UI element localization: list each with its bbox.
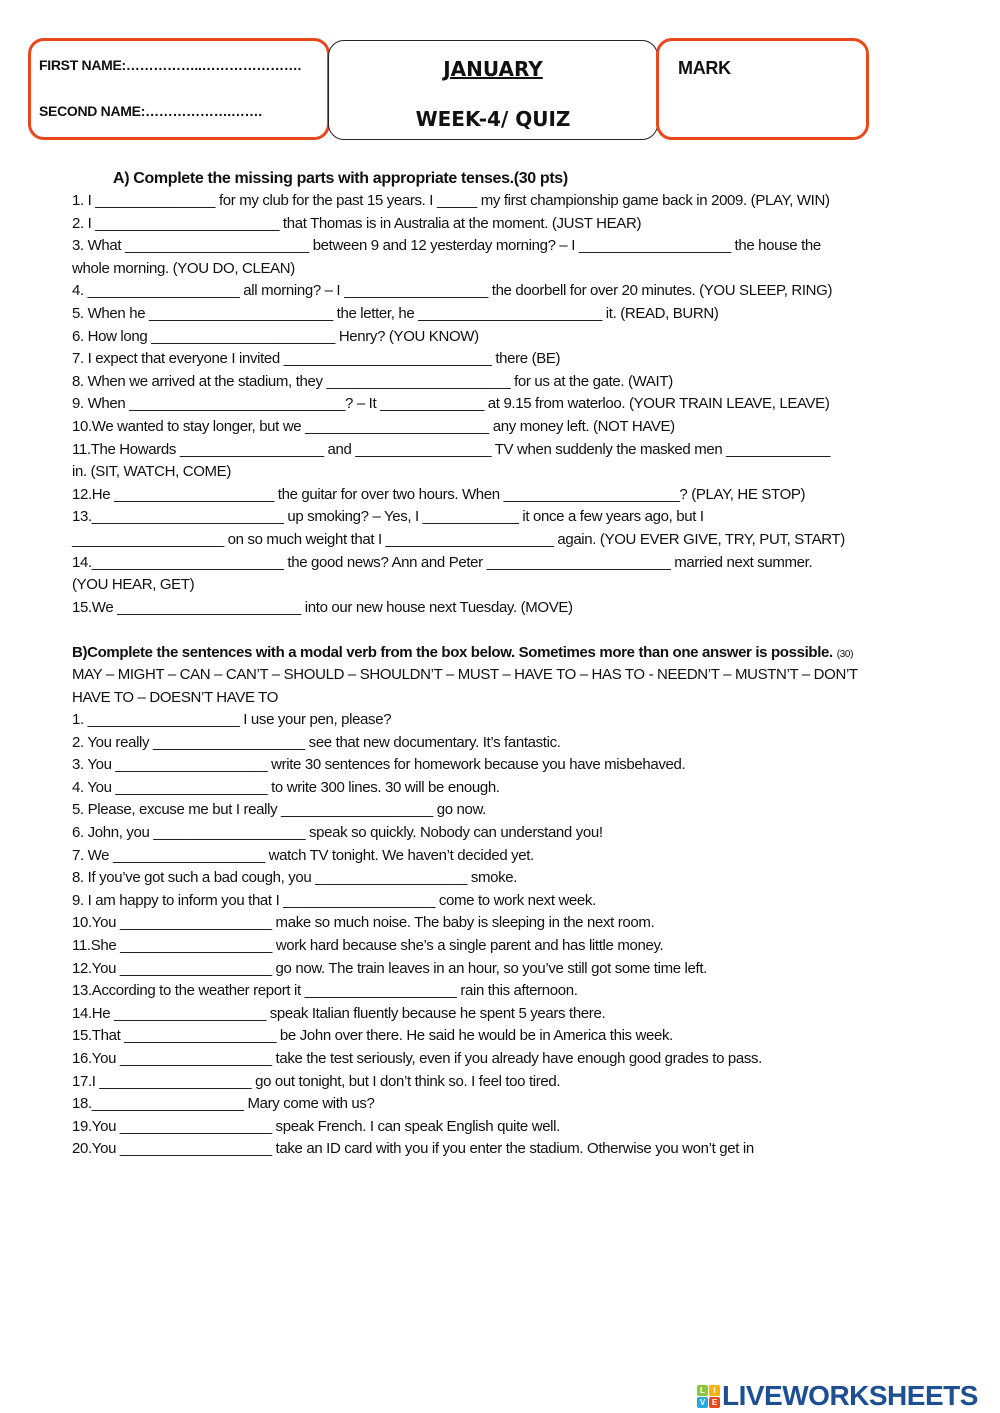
modal-verb-box: [72, 664, 972, 709]
question-line[interactable]: 20.You ___________________ take an ID card with you if you enter the stadium. Otherwise you won’t get in: [72, 1140, 754, 1158]
question-line[interactable]: 1. I _______________ for my club for the past 15 years. I _____ my first championship game back in 2009. (PLAY, WIN): [72, 192, 830, 209]
question-line[interactable]: in. (SIT, WATCH, COME): [72, 463, 231, 481]
question-line[interactable]: 17.I ___________________ go out tonight, but I don’t think so. I feel too tired.: [72, 1072, 561, 1090]
question-line[interactable]: 14.He ___________________ speak Italian fluently because he spent 5 years there.: [72, 1004, 606, 1022]
question-line[interactable]: 16.You ___________________ take the test seriously, even if you already have enough good grades to pass.: [72, 1049, 762, 1067]
question-line[interactable]: 3. What _______________________ between 9 and 12 yesterday morning? – I ___________________ the house the: [72, 237, 821, 255]
section-b-questions: [72, 709, 972, 1161]
question-line[interactable]: 7. I expect that everyone I invited __________________________ there (BE): [72, 350, 561, 368]
question-line[interactable]: 11.The Howards __________________ and _________________ TV when suddenly the masked men _____________: [72, 440, 831, 458]
logo-tile: V: [697, 1397, 708, 1408]
section-b-instructions: B)Complete the sentences with a modal verb from the box below. Sometimes more than one answer is possible.: [72, 644, 833, 661]
question-line[interactable]: 14.________________________ the good news? Ann and Peter _______________________ married next summer.: [72, 553, 813, 571]
question-line[interactable]: 19.You ___________________ speak French. I can speak English quite well.: [72, 1117, 560, 1135]
question-line[interactable]: 7. We ___________________ watch TV tonight. We haven’t decided yet.: [72, 846, 534, 864]
month-title: JANUARY: [443, 57, 543, 81]
second-name-field[interactable]: SECOND NAME:……………….…….: [39, 103, 262, 119]
question-line[interactable]: 8. If you’ve got such a bad cough, you ___________________ smoke.: [72, 869, 518, 887]
question-line[interactable]: 4. You ___________________ to write 300 lines. 30 will be enough.: [72, 778, 500, 796]
mark-box: [656, 38, 869, 140]
logo-tiles-icon: [697, 1385, 720, 1408]
liveworksheets-logo: [697, 1380, 978, 1412]
logo-tile: I: [709, 1385, 720, 1396]
title-box: [328, 40, 658, 140]
question-line[interactable]: 15.We _______________________ into our new house next Tuesday. (MOVE): [72, 598, 573, 616]
question-line[interactable]: 11.She ___________________ work hard because she’s a single parent and has little money.: [72, 936, 664, 954]
question-line[interactable]: 13.________________________ up smoking? – Yes, I ____________ it once a few years ago, but I: [72, 508, 704, 526]
modal-verb-list-line: MAY – MIGHT – CAN – CAN’T – SHOULD – SHOULDN’T – MUST – HAVE TO – HAS TO - NEEDN’T – MUSTN’T – DON’T: [72, 666, 858, 683]
section-a-questions: [72, 190, 972, 619]
question-line[interactable]: 12.He ____________________ the guitar for over two hours. When ______________________? (PLAY, HE STOP): [72, 485, 806, 503]
question-line[interactable]: 12.You ___________________ go now. The train leaves in an hour, so you’ve still got some time left.: [72, 959, 707, 977]
question-line[interactable]: 3. You ___________________ write 30 sentences for homework because you have misbehaved.: [72, 756, 686, 774]
section-a-heading: A) Complete the missing parts with appropriate tenses.(30 pts): [113, 170, 568, 187]
question-line[interactable]: 9. I am happy to inform you that I ___________________ come to work next week.: [72, 891, 596, 909]
question-line[interactable]: 4. ___________________ all morning? – I __________________ the doorbell for over 20 minutes. (YOU SLEEP, RING): [72, 282, 833, 300]
question-line[interactable]: 13.According to the weather report it ___________________ rain this afternoon.: [72, 982, 578, 1000]
question-line[interactable]: 15.That ___________________ be John over there. He said he would be in America this week.: [72, 1027, 673, 1045]
question-line[interactable]: 6. How long _______________________ Henry? (YOU KNOW): [72, 327, 479, 345]
question-line[interactable]: 10.You ___________________ make so much noise. The baby is sleeping in the next room.: [72, 914, 655, 932]
question-line[interactable]: 8. When we arrived at the stadium, they _______________________ for us at the gate. (WAIT): [72, 372, 673, 390]
name-box: [28, 38, 330, 140]
question-line[interactable]: (YOU HEAR, GET): [72, 576, 195, 594]
question-line[interactable]: 1. ___________________ I use your pen, please?: [72, 711, 392, 728]
quiz-title: WEEK-4/ QUIZ: [415, 107, 571, 131]
modal-verb-list-line: HAVE TO – DOESN’T HAVE TO: [72, 688, 279, 706]
question-line[interactable]: whole morning. (YOU DO, CLEAN): [72, 259, 295, 277]
question-line[interactable]: 5. Please, excuse me but I really ___________________ go now.: [72, 801, 486, 819]
mark-label: MARK: [678, 58, 731, 78]
first-name-field[interactable]: FIRST NAME:……………..………………….: [39, 57, 302, 73]
question-line[interactable]: 2. I _______________________ that Thomas is in Australia at the moment. (JUST HEAR): [72, 214, 642, 232]
question-line[interactable]: 18.___________________ Mary come with us?: [72, 1095, 375, 1113]
question-line[interactable]: 6. John, you ___________________ speak so quickly. Nobody can understand you!: [72, 823, 603, 841]
section-b-points: (30): [836, 649, 854, 660]
logo-tile: E: [709, 1397, 720, 1408]
logo-tile: L: [697, 1385, 708, 1396]
logo-text: LIVEWORKSHEETS: [722, 1380, 978, 1411]
question-line[interactable]: 9. When ___________________________? – It _____________ at 9.15 from waterloo. (YOUR TRAIN LEAVE, LEAVE): [72, 395, 830, 413]
section-b-heading: [72, 642, 972, 667]
question-line[interactable]: ___________________ on so much weight that I _____________________ again. (YOU EVER GIVE, TRY, PUT, START): [72, 530, 845, 548]
question-line[interactable]: 5. When he _______________________ the letter, he _______________________ it. (READ, BURN): [72, 304, 719, 322]
question-line[interactable]: 2. You really ___________________ see that new documentary. It’s fantastic.: [72, 733, 561, 751]
question-line[interactable]: 10.We wanted to stay longer, but we _______________________ any money left. (NOT HAVE): [72, 417, 675, 435]
